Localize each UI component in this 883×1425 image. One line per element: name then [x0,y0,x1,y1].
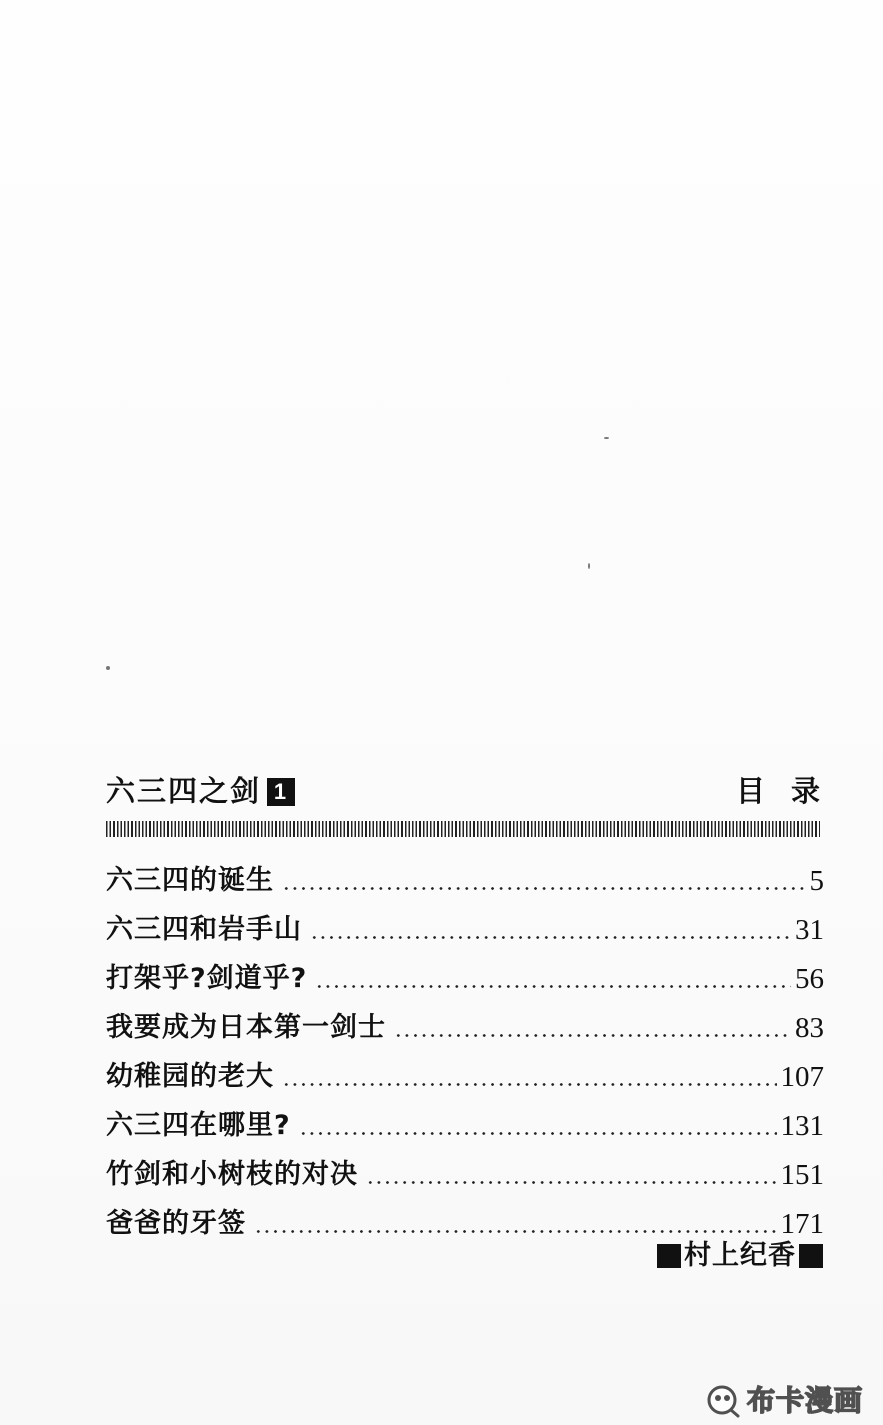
toc-entry-page: 56 [795,963,824,995]
paper-speck [588,563,590,569]
toc-entry-title: 打架乎?剑道乎? [106,963,308,994]
toc-entry[interactable] [106,1048,824,1097]
dot-leader [282,887,806,890]
watermark-text: 布卡漫画 [747,1384,864,1417]
dot-leader [254,1230,777,1233]
decorative-rule [106,821,820,837]
toc-entry-title: 六三四的诞生 [106,865,274,896]
toc-entry[interactable] [106,852,824,901]
toc-list [106,852,824,1244]
toc-entry[interactable] [106,901,824,950]
dot-leader [366,1181,777,1184]
black-square-icon [657,1244,681,1268]
toc-entry-page: 131 [780,1110,824,1142]
dot-leader [299,1132,777,1135]
toc-entry-page: 31 [795,914,824,946]
watermark [705,1384,863,1418]
book-title [106,770,295,812]
paper-speck [604,437,609,439]
toc-entry-title: 爸爸的牙签 [106,1208,246,1239]
toc-entry-page: 5 [809,865,824,897]
toc-entry-page: 83 [795,1012,824,1044]
book-title-text: 六三四之剑 [106,774,262,808]
volume-badge: 1 [267,778,295,806]
toc-entry-title: 六三四在哪里? [106,1110,291,1141]
toc-entry-title: 六三四和岩手山 [106,914,302,945]
credit-name: 村上纪香 [684,1240,796,1271]
author-credit [657,1236,823,1276]
black-square-icon [799,1244,823,1268]
dot-leader [394,1034,791,1037]
dot-leader [315,985,791,988]
buka-logo-icon [705,1384,741,1418]
contents-header [106,770,846,812]
toc-entry-page: 171 [780,1208,824,1240]
dot-leader [282,1083,777,1086]
paper-speck [106,666,110,670]
toc-entry-page: 151 [780,1159,824,1191]
toc-entry-title: 竹剑和小树枝的对决 [106,1159,358,1190]
toc-label: 目录 [735,774,846,808]
toc-entry-title: 我要成为日本第一剑士 [106,1012,386,1043]
dot-leader [310,936,791,939]
toc-entry-page: 107 [780,1061,824,1093]
toc-entry-title: 幼稚园的老大 [106,1061,274,1092]
toc-entry[interactable] [106,1097,824,1146]
toc-entry[interactable] [106,1146,824,1195]
toc-entry[interactable] [106,950,824,999]
toc-entry[interactable] [106,999,824,1048]
